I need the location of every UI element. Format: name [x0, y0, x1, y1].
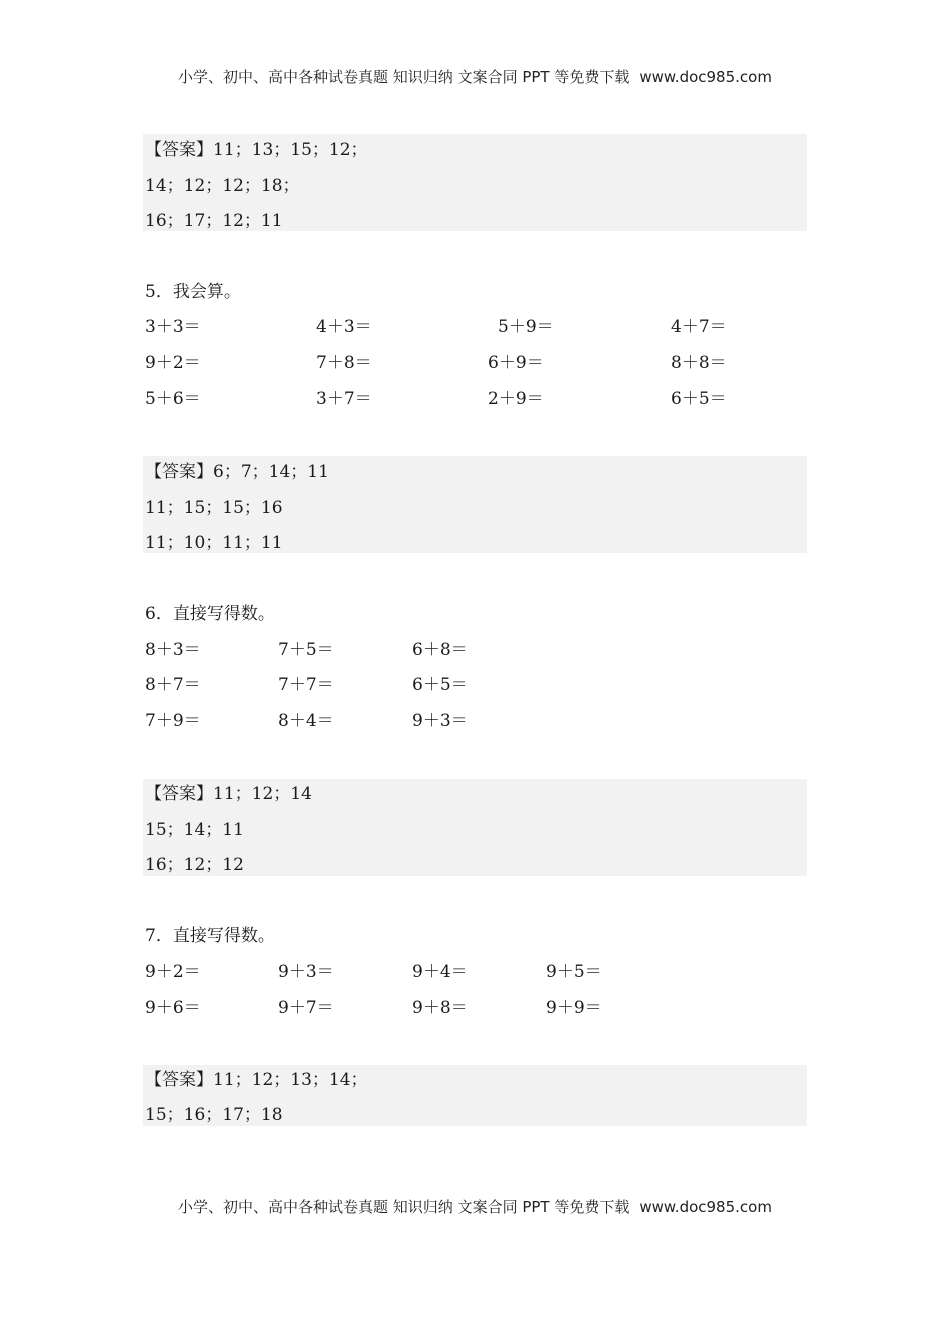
equation: 7＋5＝	[278, 640, 334, 660]
equation: 7＋7＝	[278, 675, 334, 695]
answer-line: 16；17；12；11	[145, 211, 283, 231]
answer-line: 15；16；17；18	[145, 1105, 283, 1125]
equation: 7＋8＝	[316, 353, 372, 373]
answer-line: 【答案】6；7；14；11	[145, 462, 329, 482]
equation: 6＋8＝	[412, 640, 468, 660]
question-7-title: 7．直接写得数。	[145, 926, 275, 946]
equation: 9＋3＝	[278, 962, 334, 982]
answer-line: 14；12；12；18；	[145, 176, 300, 196]
question-5-title: 5．我会算。	[145, 282, 241, 302]
equation: 8＋7＝	[145, 675, 201, 695]
equation: 8＋4＝	[278, 711, 334, 731]
equation: 6＋5＝	[671, 389, 727, 409]
answer-line: 【答案】11；13；15；12；	[145, 140, 368, 160]
answer-line: 【答案】11；12；14	[145, 784, 312, 804]
equation: 9＋9＝	[546, 998, 602, 1018]
answer-line: 【答案】11；12；13；14；	[145, 1070, 368, 1090]
footer-text: 小学、初中、高中各种试卷真题 知识归纳 文案合同 PPT 等免费下载	[178, 1198, 630, 1216]
equation: 4＋7＝	[671, 317, 727, 337]
equation: 9＋5＝	[546, 962, 602, 982]
equation: 2＋9＝	[488, 389, 544, 409]
footer-url: www.doc985.com	[639, 1198, 772, 1216]
equation: 9＋3＝	[412, 711, 468, 731]
equation: 7＋9＝	[145, 711, 201, 731]
equation: 6＋5＝	[412, 675, 468, 695]
equation: 9＋2＝	[145, 962, 201, 982]
header-url: www.doc985.com	[639, 68, 772, 86]
answer-block-4	[143, 134, 807, 231]
equation: 9＋8＝	[412, 998, 468, 1018]
equation: 5＋9＝	[498, 317, 554, 337]
answer-line: 11；10；11；11	[145, 533, 283, 553]
equation: 8＋3＝	[145, 640, 201, 660]
equation: 9＋4＝	[412, 962, 468, 982]
equation: 3＋7＝	[316, 389, 372, 409]
header-text: 小学、初中、高中各种试卷真题 知识归纳 文案合同 PPT 等免费下载	[178, 68, 630, 86]
equation: 6＋9＝	[488, 353, 544, 373]
answer-block-7	[143, 1065, 807, 1126]
equation: 8＋8＝	[671, 353, 727, 373]
answer-line: 15；14；11	[145, 820, 244, 840]
question-6-title: 6．直接写得数。	[145, 604, 275, 624]
equation: 4＋3＝	[316, 317, 372, 337]
page-footer	[0, 1196, 950, 1217]
answer-block-6	[143, 779, 807, 876]
page-header	[0, 66, 950, 87]
equation: 9＋6＝	[145, 998, 201, 1018]
equation: 3＋3＝	[145, 317, 201, 337]
equation: 5＋6＝	[145, 389, 201, 409]
equation: 9＋2＝	[145, 353, 201, 373]
answer-line: 11；15；15；16	[145, 498, 283, 518]
equation: 9＋7＝	[278, 998, 334, 1018]
answer-line: 16；12；12	[145, 855, 244, 875]
answer-block-5	[143, 456, 807, 553]
